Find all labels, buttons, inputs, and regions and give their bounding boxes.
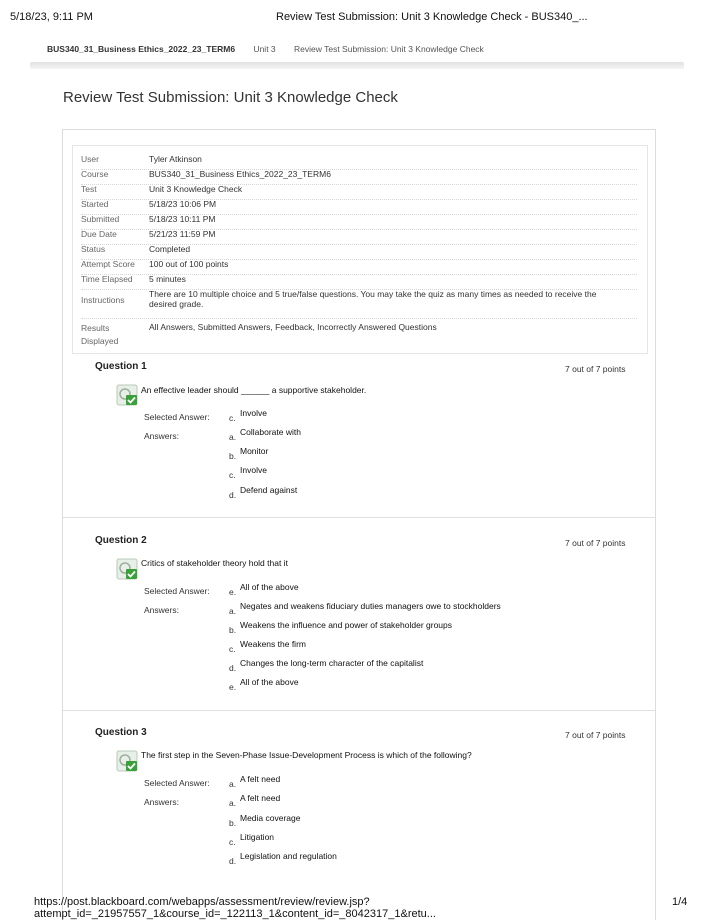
answer-option [229,485,649,503]
option-text: Monitor [240,446,269,456]
option-text: A felt need [240,774,281,784]
info-label: Test [81,184,97,194]
answer-option [229,677,649,695]
question-divider [63,710,655,711]
selected-answer-label: Selected Answer: [144,586,210,596]
option-letter: c. [229,644,236,654]
answer-option [229,793,649,811]
correct-check-icon [116,384,138,406]
option-letter: b. [229,451,237,461]
breadcrumb-course[interactable]: BUS340_31_Business Ethics_2022_23_TERM6 [47,44,236,54]
option-letter: c. [229,837,236,847]
option-text: Weakens the influence and power of stakeholder groups [240,620,453,630]
option-text: A felt need [240,793,281,803]
option-text: Litigation [240,832,275,842]
option-letter: d. [229,663,237,673]
option-letter: a. [229,432,237,442]
info-row-submitted [81,214,637,230]
info-row-course [81,169,637,185]
info-row-attempt-score [81,259,637,275]
option-text: Weakens the firm [240,639,306,649]
option-letter: c. [229,470,236,480]
answers-label: Answers: [144,431,179,441]
breadcrumb-shadow [30,62,684,69]
info-value: Unit 3 Knowledge Check [149,184,243,194]
info-label: Due Date [81,229,117,239]
page-title: Review Test Submission: Unit 3 Knowledge Check [63,89,398,106]
answer-option [229,427,649,445]
question-divider [63,517,655,518]
info-row-user [81,154,637,170]
print-date: 5/18/23, 9:11 PM [10,11,93,23]
selected-answer [229,774,649,792]
info-label: Attempt Score [81,259,135,269]
info-value: 5/18/23 10:11 PM [149,214,216,224]
option-text: Changes the long-term character of the capitalist [240,658,424,668]
info-label: Course [81,169,109,179]
print-title: Review Test Submission: Unit 3 Knowledge Check - BUS340_... [276,11,588,23]
question-title: Question 2 [95,535,147,546]
answer-option [229,851,649,869]
info-value: There are 10 multiple choice and 5 true/false questions. You may take the quiz as many times as needed to receive the desired grade. [149,289,597,309]
option-text: Involve [240,408,267,418]
info-value: BUS340_31_Business Ethics_2022_23_TERM6 [149,169,331,179]
option-text: Negates and weakens fiduciary duties managers owe to stockholders [240,601,501,611]
question-text: Critics of stakeholder theory hold that it [141,558,288,568]
option-letter: b. [229,625,237,635]
option-text: All of the above [240,677,299,687]
info-row-status [81,244,637,260]
answer-option [229,601,649,619]
breadcrumb-current: Review Test Submission: Unit 3 Knowledge Check [294,44,484,54]
info-value: 5/18/23 10:06 PM [149,199,217,209]
option-letter: d. [229,490,237,500]
info-row-started [81,199,637,215]
info-label: User [81,154,99,164]
question-points: 7 out of 7 points [565,364,626,374]
info-row-instructions [81,288,637,319]
answer-option [229,465,649,483]
question-text: An effective leader should ______ a supportive stakeholder. [141,385,367,395]
answer-option [229,813,649,831]
answer-option [229,832,649,850]
question-block [63,726,655,886]
question-title: Question 1 [95,361,147,372]
option-letter: e. [229,587,237,597]
info-label: Results Displayed [81,323,119,346]
question-text: The first step in the Seven-Phase Issue-Development Process is which of the following? [141,750,472,760]
info-label: Started [81,199,109,209]
question-block [63,360,655,518]
info-label: Submitted [81,214,120,224]
option-text: Media coverage [240,813,301,823]
option-text: All of the above [240,582,299,592]
question-block [63,534,655,710]
print-page-number: 1/4 [672,896,688,908]
option-letter: b. [229,818,237,828]
info-row-due-date [81,229,637,245]
option-text: Defend against [240,485,298,495]
option-letter: a. [229,606,237,616]
option-letter: a. [229,798,237,808]
info-label: Instructions [81,295,125,305]
answer-option [229,446,649,464]
info-value: Tyler Atkinson [149,154,202,164]
info-row-results-displayed [81,322,637,350]
answer-option [229,620,649,638]
breadcrumb-unit[interactable]: Unit 3 [253,44,276,54]
print-url: https://post.blackboard.com/webapps/assessment/review/review.jsp?attempt_id=_21957557_1&course_id=_122113_1&content_id=_8042317_1&retu... [34,896,436,920]
print-footer [0,896,714,920]
info-row-test [81,184,637,200]
answers-label: Answers: [144,605,179,615]
info-value: 5 minutes [149,274,186,284]
selected-answer-label: Selected Answer: [144,412,210,422]
correct-check-icon [116,558,138,580]
selected-answer-label: Selected Answer: [144,778,210,788]
option-letter: a. [229,779,237,789]
selected-answer [229,408,649,426]
correct-check-icon [116,750,138,772]
answer-option [229,658,649,676]
info-value: All Answers, Submitted Answers, Feedback, Incorrectly Answered Questions [149,322,437,332]
answer-option [229,639,649,657]
info-label: Time Elapsed [81,274,133,284]
option-letter: e. [229,682,237,692]
answers-label: Answers: [144,797,179,807]
print-header [0,11,714,27]
option-letter: c. [229,413,236,423]
info-value: 100 out of 100 points [149,259,229,269]
question-points: 7 out of 7 points [565,538,626,548]
info-value: 5/21/23 11:59 PM [149,229,216,239]
review-panel [62,129,656,920]
selected-answer [229,582,649,600]
option-text: Legislation and regulation [240,851,337,861]
question-title: Question 3 [95,727,147,738]
option-text: Collaborate with [240,427,301,437]
option-text: Involve [240,465,267,475]
breadcrumb [47,44,500,54]
submission-info-table [72,145,648,354]
info-label: Status [81,244,106,254]
question-points: 7 out of 7 points [565,730,626,740]
option-letter: d. [229,856,237,866]
info-value: Completed [149,244,191,254]
